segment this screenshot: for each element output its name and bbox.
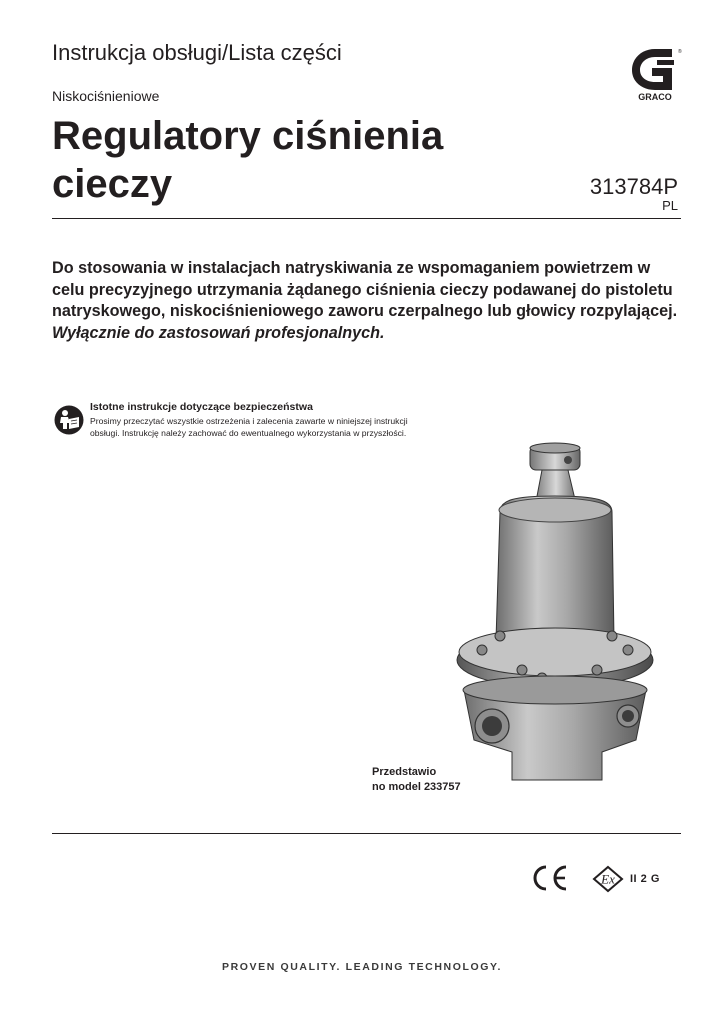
ce-mark-icon (530, 864, 570, 892)
language-code: PL (662, 198, 678, 213)
document-number: 313784P (589, 174, 678, 199)
ex-symbol-text: Ex (601, 871, 615, 887)
graco-logo (628, 46, 682, 102)
document-type: Instrukcja obsługi/Lista części (52, 40, 342, 65)
professional-use-note: Wyłącznie do zastosowań profesjonalnych. (52, 323, 385, 342)
registered-mark: ® (678, 49, 682, 55)
safety-text: Prosimy przeczytać wszystkie ostrzeżenia i zalecenia zawarte w niniejszej instrukcji obsługi. Instrukcję należy zachować do ewentualnego wykorzystania w przyszłości. (90, 416, 408, 439)
logo-wordmark: GRACO (638, 92, 672, 102)
ex-mark-icon (592, 865, 624, 893)
title-line-2: cieczy (52, 162, 173, 206)
atex-category: II 2 G (630, 873, 660, 885)
product-category: Niskociśnieniowe (52, 88, 160, 104)
page-title (52, 112, 443, 208)
caption-line-2: no model 233757 (372, 781, 461, 793)
safety-heading: Istotne instrukcje dotyczące bezpieczeństwa (90, 401, 313, 413)
intro-paragraph (52, 258, 684, 344)
figure-caption (372, 765, 461, 795)
footer-tagline: PROVEN QUALITY. LEADING TECHNOLOGY. (221, 961, 503, 973)
footer-divider (52, 833, 681, 834)
header-divider (52, 218, 681, 219)
title-line-1: Regulatory ciśnienia (52, 114, 444, 158)
caption-line-1: Przedstawio (372, 766, 437, 778)
fluid-pressure-regulator-photo (452, 440, 658, 790)
intro-description: Do stosowania w instalacjach natryskiwania ze wspomaganiem powietrzem w celu precyzyjnego utrzymania żądanego ciśnienia cieczy podawanej do pistoletu natryskowego, niskociśnieniowego zaworu czerpalnego lub głowicy rozpylającej. (52, 259, 678, 320)
read-manual-icon (54, 405, 84, 435)
